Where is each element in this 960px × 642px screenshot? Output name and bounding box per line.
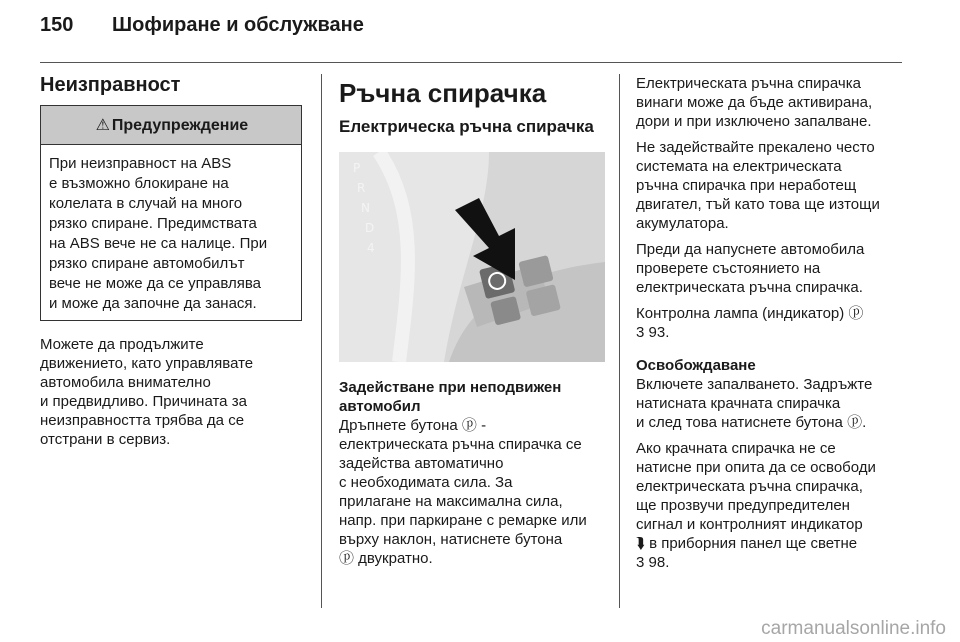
warning-header xyxy=(41,106,301,145)
watermark: carmanualsonline.info xyxy=(761,618,946,639)
warning-box xyxy=(40,105,302,321)
page-number: 150 xyxy=(40,14,74,36)
gear-label: P xyxy=(353,161,361,175)
column-divider-1 xyxy=(321,74,322,608)
text-line: и предвидливо. Причината за xyxy=(40,393,247,410)
text-line: с необходимата сила. За xyxy=(339,474,513,491)
electric-parking-brake-subtitle: Електрическа ръчна спирачка xyxy=(339,117,594,136)
warning-line: колелата в случай на много xyxy=(49,195,243,212)
warning-triangle-icon: ⚠ xyxy=(95,117,110,134)
page-reference: 3 98. xyxy=(636,554,670,571)
warning-line: на ABS вече не са налице. При xyxy=(49,235,268,252)
text-line: движението, като управлявате xyxy=(40,355,254,372)
parking-brake-illustration xyxy=(339,152,605,362)
section-title: Шофиране и обслужване xyxy=(112,14,364,36)
text-line: върху наклон, натиснете бутона xyxy=(339,531,563,548)
paragraph-check-status: Преди да напуснете автомобила проверете състоянието на електрическата ръчна спирачка. xyxy=(636,241,865,296)
text-line: ⓟ двукратно. xyxy=(339,550,433,567)
gear-label: 4 xyxy=(367,241,375,255)
release-heading: Освобождаване xyxy=(636,357,756,374)
paragraph-always-active: Електрическата ръчна спирачка винаги може да бъде активирана, дори и при изключено запалване. xyxy=(636,75,873,130)
gear-label: N xyxy=(361,201,370,215)
malfunction-heading: Неизправност xyxy=(40,74,181,96)
page-header xyxy=(40,14,364,37)
text-line: прилагане на максимална сила, xyxy=(339,493,563,510)
warning-title: Предупреждение xyxy=(111,117,249,134)
paragraph-release-warning: Ако крачната спирачка не се натисне при опита да се освободи електрическата ръчна спирачка, ще прозвучи предупредителен сигнал и контролният индикатор ⮯ в приборния панел ще светне 3 98. xyxy=(636,439,902,572)
parking-brake-title: Ръчна спирачка xyxy=(339,78,547,108)
paragraph-release: Включете запалването. Задръжте натисната крачната спирачка и след това натиснете бутона ⓟ. xyxy=(636,376,873,431)
column-1 xyxy=(40,74,302,449)
warning-line: При неизправност на ABS xyxy=(49,155,232,172)
text-line: отстрани в сервиз. xyxy=(40,431,171,448)
text-line: Можете да продължите xyxy=(40,336,204,353)
text-line: напр. при паркиране с ремарке или xyxy=(339,512,587,529)
warning-line: вече не може да се управлява xyxy=(49,275,262,292)
warning-line: е възможно блокиране на xyxy=(49,175,229,192)
engage-stationary-heading: Задействане при неподвижен автомобил xyxy=(339,379,562,415)
column-divider-2 xyxy=(619,74,620,608)
text-line: електрическата ръчна спирачка се xyxy=(339,436,582,453)
column-2 xyxy=(339,74,605,568)
text-line: автомобила внимателно xyxy=(40,374,211,391)
warning-line: рязко спиране автомобилът xyxy=(49,255,245,272)
warning-body xyxy=(41,145,301,320)
engage-paragraph xyxy=(339,416,605,568)
page-reference: 3 93. xyxy=(636,324,670,341)
warning-line: и може да започне да занася. xyxy=(49,295,257,312)
text-line: Дръпнете бутона ⓟ - xyxy=(339,417,487,434)
brake-pedal-indicator-line: ⮯ в приборния панел ще светне xyxy=(636,535,858,552)
malfunction-paragraph xyxy=(40,335,302,449)
text-line: неизправността трябва да се xyxy=(40,412,245,429)
header-rule xyxy=(40,62,902,63)
gear-label: D xyxy=(365,221,375,235)
column-3 xyxy=(636,74,902,579)
gear-label: R xyxy=(357,181,366,195)
paragraph-indicator-ref: Контролна лампа (индикатор) ⓟ 3 93. xyxy=(636,304,902,342)
paragraph-battery-warning: Не задействайте прекалено често системата на електрическата ръчна спирачка при неработещ двигател, тъй като това ще изтощи акумулатора. xyxy=(636,139,880,232)
text-line: задейства автоматично xyxy=(339,455,504,472)
warning-line: рязко спиране. Предимствата xyxy=(49,215,257,232)
